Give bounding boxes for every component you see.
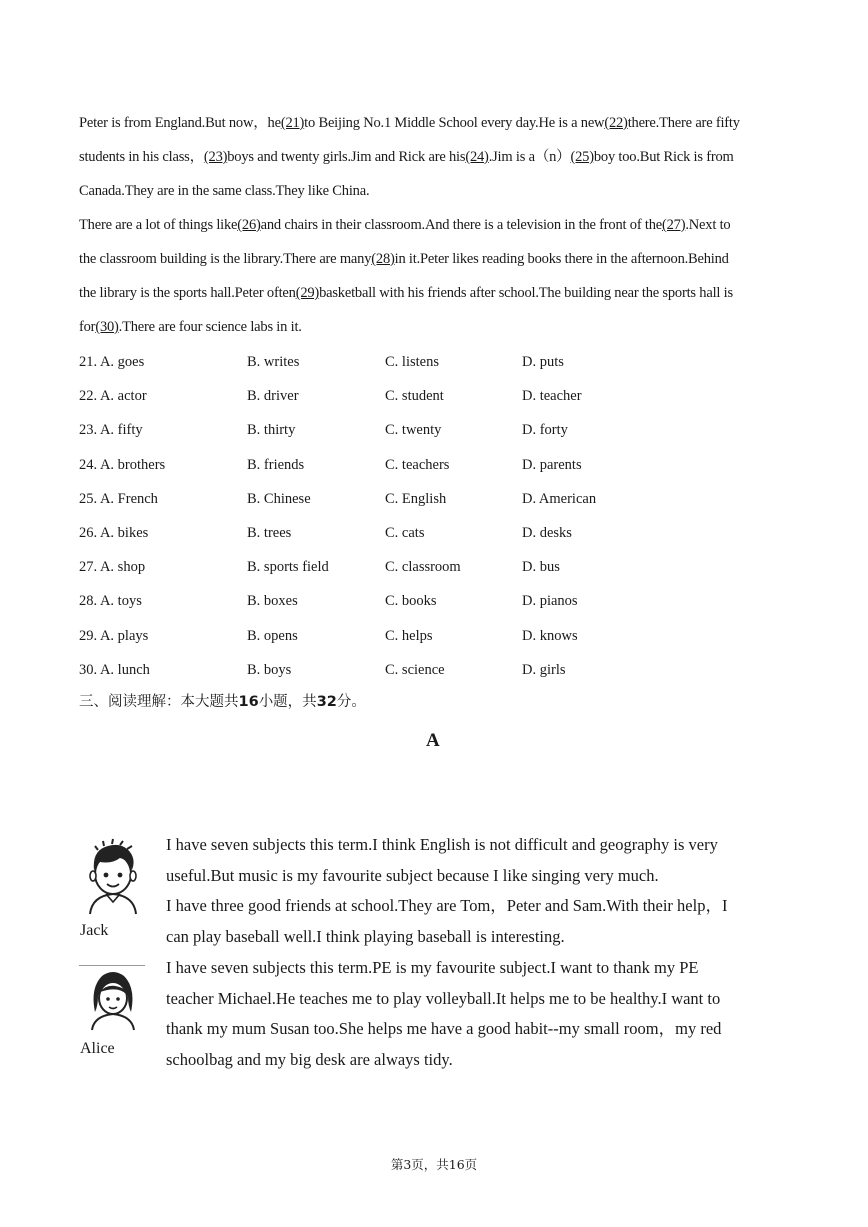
option-d: D. teacher <box>522 388 582 405</box>
text-line: schoolbag and my big desk are always tidy. <box>166 1049 453 1069</box>
text-line: useful.But music is my favourite subject because I like singing very much. <box>166 865 659 885</box>
option-a: 25. A. French <box>79 490 158 507</box>
option-a: 28. A. toys <box>79 593 142 610</box>
alice-avatar <box>78 966 148 1037</box>
cloze-blank: (21) <box>280 115 305 131</box>
option-b: B. thirty <box>247 422 296 439</box>
option-b: B. opens <box>247 627 298 644</box>
option-a: 24. A. brothers <box>79 456 166 473</box>
paragraph-text: and chairs in their classroom.And there is a television in the front of the <box>260 217 662 233</box>
option-a: 22. A. actor <box>79 388 147 405</box>
option-c: C. listens <box>385 354 439 370</box>
paragraph-text: students in his class， <box>79 149 204 165</box>
paragraph-text: boy too.But Rick is from <box>593 149 734 165</box>
option-b: B. boys <box>247 661 292 678</box>
question-row <box>79 345 779 379</box>
paragraph-text: There are a lot of things like <box>79 217 238 233</box>
alice-text <box>166 953 776 1075</box>
option-b: B. friends <box>247 456 305 473</box>
paragraph-text: Canada.They are in the same class.They like China. <box>79 183 370 199</box>
paragraph-line <box>79 310 791 344</box>
option-a: 29. A. plays <box>79 627 149 644</box>
paragraph-text: .Next to <box>685 217 731 233</box>
cloze-blank: (25) <box>570 149 594 165</box>
paragraph-text: basketball with his friends after school.The building near the sports hall is <box>319 285 733 301</box>
paragraph-text: .Jim is a（n） <box>488 149 571 165</box>
paragraph-text: for <box>79 319 96 335</box>
paragraph-line <box>79 242 791 276</box>
cloze-blank: (30) <box>95 319 119 335</box>
option-b: B. writes <box>247 354 300 370</box>
jack-text <box>166 830 776 952</box>
option-d: D. pianos <box>522 593 578 610</box>
paragraph-text: to Beijing No.1 Middle School every day.He is a new <box>304 115 605 131</box>
cloze-blank: (26) <box>237 217 261 233</box>
question-row <box>79 653 779 687</box>
text-line: I have seven subjects this term.I think English is not difficult and geography is very <box>166 835 718 854</box>
cloze-paragraph-2 <box>79 208 791 344</box>
paragraph-text: Peter is from England.But now，he <box>79 115 281 131</box>
boy-avatar-icon <box>78 836 148 916</box>
section-score: 32 <box>316 694 337 710</box>
question-row <box>79 448 779 482</box>
text-line: teacher Michael.He teaches me to play volleyball.It helps me to be healthy.I want to <box>166 988 721 1008</box>
option-c: C. cats <box>385 525 425 541</box>
option-d: D. American <box>522 490 597 507</box>
option-b: B. boxes <box>247 593 298 610</box>
jack-name: Jack <box>80 922 109 939</box>
girl-avatar-icon <box>78 966 148 1032</box>
option-c: C. science <box>385 661 445 678</box>
cloze-paragraph-1 <box>79 106 791 208</box>
text-line: can play baseball well.I think playing baseball is interesting. <box>166 926 565 946</box>
paragraph-line <box>79 140 791 174</box>
question-row <box>79 550 779 584</box>
paragraph-line <box>79 106 791 140</box>
paragraph-text: there.There are fifty <box>627 115 740 131</box>
cloze-blank: (24) <box>465 149 489 165</box>
option-c: C. student <box>385 388 444 405</box>
option-c: C. books <box>385 593 437 610</box>
cloze-blank: (27) <box>662 217 686 233</box>
option-a: 27. A. shop <box>79 559 146 576</box>
option-a: 21. A. goes <box>79 354 145 370</box>
paragraph-text: in it.Peter likes reading books there in the afternoon.Behind <box>394 251 729 267</box>
paragraph-text: boys and twenty girls.Jim and Rick are his <box>227 149 466 165</box>
paragraph-line <box>79 174 791 208</box>
option-d: D. puts <box>522 354 564 370</box>
cloze-blank: (22) <box>604 115 628 131</box>
paragraph-line <box>79 276 791 310</box>
option-a: 26. A. bikes <box>79 525 149 541</box>
text-line: I have three good friends at school.They are Tom，Peter and Sam.With their help，I <box>166 896 728 915</box>
paragraph-line <box>79 208 791 242</box>
option-d: D. parents <box>522 456 582 473</box>
section-middle: 小题，共 <box>258 694 317 710</box>
cloze-blank: (23) <box>203 149 228 165</box>
option-c: C. twenty <box>385 422 442 439</box>
option-a: 23. A. fifty <box>79 422 143 439</box>
option-b: B. sports field <box>247 559 329 576</box>
option-d: D. forty <box>522 422 568 439</box>
paragraph-text: the library is the sports hall.Peter often <box>79 285 296 301</box>
cloze-blank: (28) <box>371 251 395 267</box>
text-line: thank my mum Susan too.She helps me have a good habit--my small room，my red <box>166 1019 722 1038</box>
option-d: D. girls <box>522 661 566 678</box>
option-c: C. helps <box>385 627 433 644</box>
paragraph-text: the classroom building is the library.There are many <box>79 251 372 267</box>
option-b: B. trees <box>247 525 292 541</box>
option-d: D. knows <box>522 627 578 644</box>
question-row <box>79 584 779 618</box>
question-row <box>79 619 779 653</box>
question-row <box>79 379 779 413</box>
section-prefix: 三、阅读理解：本大题共 <box>79 694 239 710</box>
jack-avatar <box>78 836 148 921</box>
section-suffix: 分。 <box>336 694 366 710</box>
paragraph-text: .There are four science labs in it. <box>118 319 302 335</box>
option-b: B. Chinese <box>247 490 311 507</box>
alice-name: Alice <box>80 1040 115 1057</box>
page-footer: 第3页，共16页 <box>390 1157 478 1172</box>
question-row <box>79 413 779 447</box>
option-d: D. desks <box>522 525 572 541</box>
option-d: D. bus <box>522 559 560 576</box>
option-b: B. driver <box>247 388 299 405</box>
section-heading <box>79 690 366 711</box>
option-c: C. classroom <box>385 559 461 576</box>
text-line: I have seven subjects this term.PE is my favourite subject.I want to thank my PE <box>166 958 699 977</box>
passage-label: A <box>426 730 440 751</box>
cloze-blank: (29) <box>295 285 320 301</box>
option-a: 30. A. lunch <box>79 661 150 678</box>
option-c: C. teachers <box>385 456 450 473</box>
option-c: C. English <box>385 490 447 507</box>
section-count: 16 <box>238 694 259 710</box>
question-row <box>79 482 779 516</box>
question-row <box>79 516 779 550</box>
